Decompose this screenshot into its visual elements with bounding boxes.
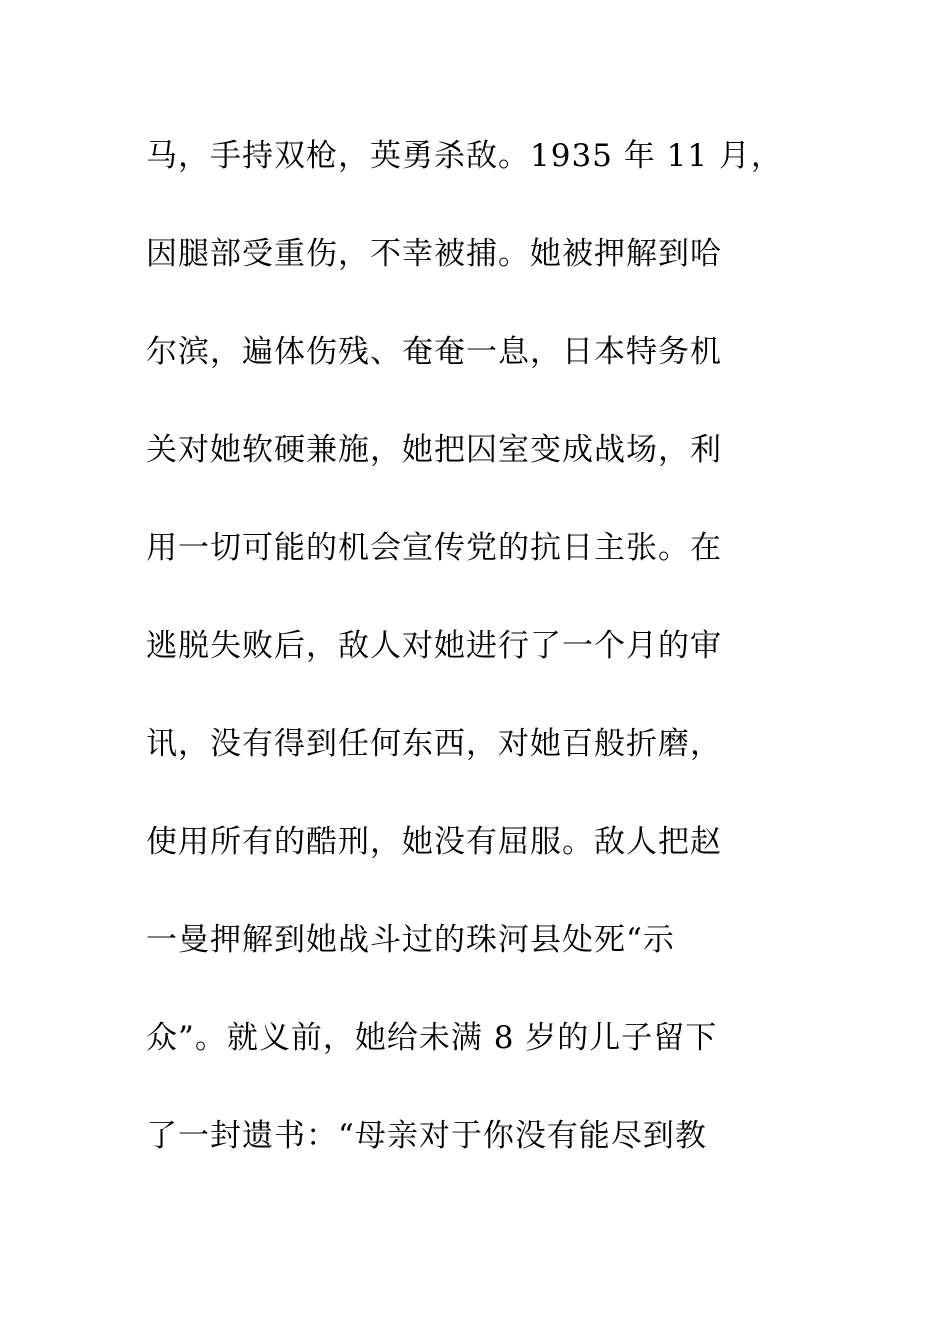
text-line-1: 马，手持双枪，英勇杀敌。1935 年 11 月， [146,138,783,174]
text-line-2: 因腿部受重伤，不幸被捕。她被押解到哈 [146,236,722,272]
text-line-7: 讯，没有得到任何东西，对她百般折磨， [146,726,722,762]
text-line-11: 了一封遗书：“母亲对于你没有能尽到教 [146,1118,707,1154]
body-text [146,126,806,1204]
text-line-3: 尔滨，遍体伤残、奄奄一息，日本特务机 [146,334,722,370]
text-line-4: 关对她软硬兼施，她把囚室变成战场，利 [146,432,722,468]
text-line-10: 众”。就义前，她给未满 8 岁的儿子留下 [146,1020,718,1056]
text-line-8: 使用所有的酷刑，她没有屈服。敌人把赵 [146,824,722,860]
text-line-5: 用一切可能的机会宣传党的抗日主张。在 [146,530,722,566]
text-line-6: 逃脱失败后，敌人对她进行了一个月的审 [146,628,722,664]
text-line-9: 一曼押解到她战斗过的珠河县处死“示 [146,922,675,958]
